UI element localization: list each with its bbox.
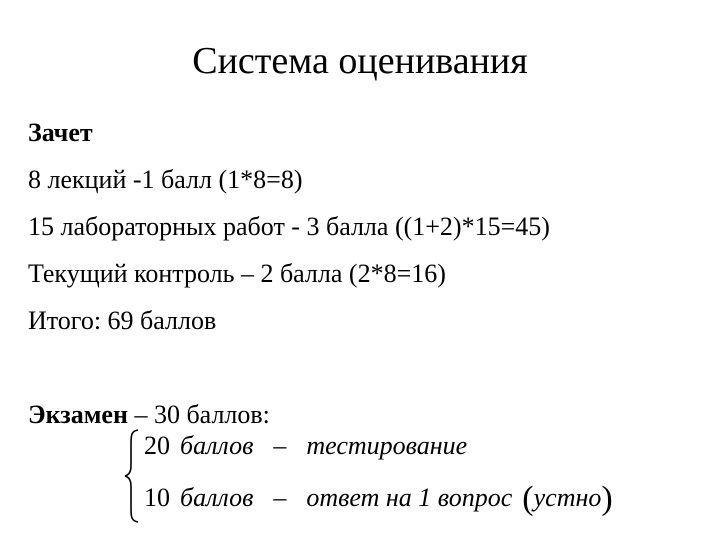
zachet-heading: Зачет: [28, 118, 93, 147]
exam-item-unit: баллов: [180, 483, 254, 512]
exam-item-paren-close: ): [601, 480, 613, 517]
exam-breakdown: [122, 428, 712, 528]
zachet-line-labs: 15 лабораторных работ - 3 балла ((1+2)*15=45): [28, 212, 550, 241]
exam-item-dash: –: [273, 483, 287, 512]
exam-heading: Экзамен: [28, 400, 128, 429]
exam-item-text: ответ на 1 вопрос: [306, 483, 513, 512]
exam-item-points: 10: [144, 483, 170, 512]
exam-item-unit: баллов: [180, 431, 254, 460]
curly-brace-icon: [122, 428, 142, 524]
zachet-line-total: Итого: 69 баллов: [28, 306, 217, 335]
zachet-line-current-control: Текущий контроль – 2 балла (2*8=16): [28, 259, 446, 288]
slide-title: Система оценивания: [192, 40, 528, 82]
exam-item-paren-open: (: [522, 480, 534, 517]
exam-item-paren-text: устно: [533, 483, 602, 512]
zachet-line-lectures: 8 лекций -1 балл (1*8=8): [28, 165, 303, 194]
exam-item-oral-answer: [144, 480, 613, 517]
exam-item-points: 20: [144, 431, 170, 460]
exam-heading-rest: – 30 баллов:: [127, 400, 270, 429]
exam-item-dash: –: [273, 431, 287, 460]
spacer: [28, 344, 708, 391]
exam-item-text: тестирование: [306, 431, 468, 460]
exam-item-testing: [144, 428, 467, 464]
slide-content: [28, 109, 708, 438]
